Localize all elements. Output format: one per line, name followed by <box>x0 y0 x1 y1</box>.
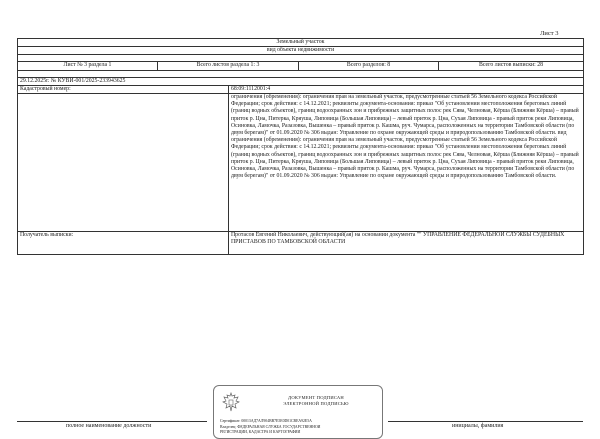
total-sections: Всего разделов: 8 <box>299 62 439 70</box>
encumbrance-label-cell <box>18 94 229 232</box>
signature-line-2: ЭЛЕКТРОННОЙ ПОДПИСЬЮ <box>283 401 349 406</box>
recipient-value: Протасов Евгений Николаевич, действующий(ая) на основании документа "" УПРАВЛЕНИЕ ФЕДЕРАЛЬНОЙ СЛУЖБЫ СУДЕБНЫХ ПРИСТАВОВ ПО ТАМБОВСКОЙ ОБЛАСТИ <box>229 232 584 255</box>
signature-line-1: ДОКУМЕНТ ПОДПИСАН <box>288 395 344 400</box>
coat-of-arms-icon <box>222 392 240 414</box>
encumbrance-text: ограничения (обременения): ограничения прав на земельный участок, предусмотренные статьей 56 Земельного кодекса Российской Федерации; срок действия: с 14.12.2021; реквизиты документа-основания: приказ "Об установлении местоположения береговых линий (границ водных объектов), границ водоохранных зон и прибрежных защитных полос рек Сява, Челновая, Кёрша (Ближняя Кёрша) – правый приток р. Цна, Питерка, Кряуша, Липовица (Большая Липовица) – левый приток р. Цна, Сухая Липовица - правый приток реки Липовица, Осиновка, Ламочка, Разазовка, Вышенка – правый приток р. Кашма, руч. Чумарса, расположенных на территории Тамбовской области (по двум берегам)" от 01.09.2020 № 306 выдан: Управление по охране окружающей среды и природопользованию Тамбовской области. вид ограничения (обременения): ограничения прав на земельный участок, предусмотренные статьей 56 Земельного кодекса Российской Федерации; срок действия: с 14.12.2021; реквизиты документа-основания: приказ "Об установлении местоположения береговых линий (границ водных объектов), границ водоохранных зон и прибрежных защитных полос рек Сява, Челновая, Кёрша (Ближняя Кёрша) – правый приток р. Цна, Питерка, Кряуша, Липовица (Большая Липовица) – левый приток р. Цна, Сухая Липовица - правый приток реки Липовица, Осиновка, Ламочка, Разазовка, Вышенка – правый приток р. Кашма, руч. Чумарса, расположенных на территории Тамбовской области (по двум берегам)" от 01.09.2020 № 306 выдан: Управление по охране окружающей среды и природопользованию Тамбовской области. <box>229 94 584 232</box>
cadastral-number: 68:09:1112001:4 <box>229 85 584 93</box>
sheet-in-section: Лист № 3 раздела 1 <box>18 62 158 70</box>
signature-owner-2: РЕГИСТРАЦИИ, КАДАСТРА И КАРТОГРАФИИ <box>220 430 301 434</box>
sheet-number: Лист 3 <box>540 30 559 37</box>
position-rule <box>17 421 207 422</box>
section-title: Земельный участок <box>18 39 584 47</box>
total-sheets-extract: Всего листов выписки: 28 <box>439 62 584 70</box>
object-type: вид объекта недвижимости <box>18 47 584 55</box>
name-label: инициалы, фамилия <box>452 423 504 429</box>
recipient-label: Получатель выписки: <box>18 232 229 255</box>
electronic-signature-stamp <box>213 385 383 439</box>
cadastral-label: Кадастровый номер: <box>18 85 229 93</box>
signature-title <box>254 395 378 407</box>
name-rule <box>388 421 583 422</box>
position-label: полное наименование должности <box>66 423 152 429</box>
extract-date-number: 29.12.2025г. № КУВИ-001/2025-233943625 <box>18 77 584 85</box>
total-sheets-section: Всего листов раздела 1: 3 <box>158 62 299 70</box>
signature-certificate: Сертификат: 00013АД7АЛ904BB7E5E0D01CBEA92E5A <box>220 419 312 423</box>
signature-owner: Владелец: ФЕДЕРАЛЬНАЯ СЛУЖБА ГОСУДАРСТВЕННОЙ <box>220 425 321 429</box>
extract-table <box>17 38 584 255</box>
